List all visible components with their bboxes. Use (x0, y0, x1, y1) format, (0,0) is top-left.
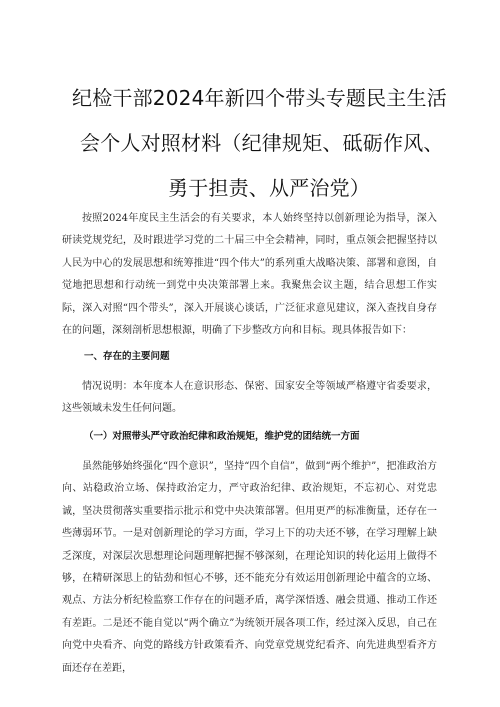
section-heading: 一、存在的主要问题 (84, 351, 170, 362)
document-title-line-2: 会个人对照材料（纪律规矩、砥砺作风、 (80, 131, 444, 155)
document-body (62, 208, 437, 342)
document-title-line-1: 纪检干部2024年新四个带头专题民主生活 (72, 86, 447, 110)
subsection-1 (62, 426, 437, 448)
body-block (62, 456, 437, 680)
situation-paragraph: 情况说明：本年度本人在意识形态、保密、国家安全等领域严格遵守省委要求，这些领域未发生任何问题。 (62, 381, 437, 415)
body-paragraph: 虽然能够始终强化“四个意识”，坚持“四个自信”，做到“两个维护”，把准政治方向、站稳政治立场、保持政治定力，严守政治纪律、政治规矩，不忘初心、对党忠诚，坚决贯彻落实重要指示批示和党中央决策部署。但用更严的标准衡量，还存在一些薄弱环节。一是对创新理论的学习方面，学习上下的功夫还不够，在学习理解上缺乏深度，对深层次思想理论问题理解把握不够深刻，在理论知识的转化运用上做得不够，在精研深思上的钻劲和恒心不够，还不能充分有效运用创新理论中蕴含的立场、观点、方法分析纪检监察工作存在的问题矛盾，离学深悟透、融会贯通、推动工作还有差距。二是还不能自觉以“两个确立”为统领开展各项工作，经过深入反思，自己在向党中央看齐、向党的路线方针政策看齐、向党章党规党纪看齐、向先进典型看齐方面还存在差距， (62, 461, 437, 674)
situation-block (62, 376, 437, 421)
document-title-line-3: 勇于担责、从严治党） (168, 176, 370, 200)
intro-paragraph: 按照2024年度民主生活会的有关要求，本人始终坚持以创新理论为指导，深入研读党规党纪，及时跟进学习党的二十届三中全会精神，同时，重点领会把握坚持以人民为中心的发展思想和统筹推进“四个伟大”的系列重大战略决策、部署和意图，自觉地把思想和行动统一到党中央决策部署上来。我聚焦会议主题，结合思想工作实际，深入对照“四个带头”，深入开展谈心谈话，广泛征求意见建议，深入查找自身存在的问题，深刻剖析思想根源，明确了下步整改方向和目标。现具体报告如下： (62, 213, 437, 337)
section-1 (62, 346, 437, 368)
subsection-heading: （一）对照带头严守政治纪律和政治规矩，维护党的团结统一方面 (84, 431, 360, 442)
